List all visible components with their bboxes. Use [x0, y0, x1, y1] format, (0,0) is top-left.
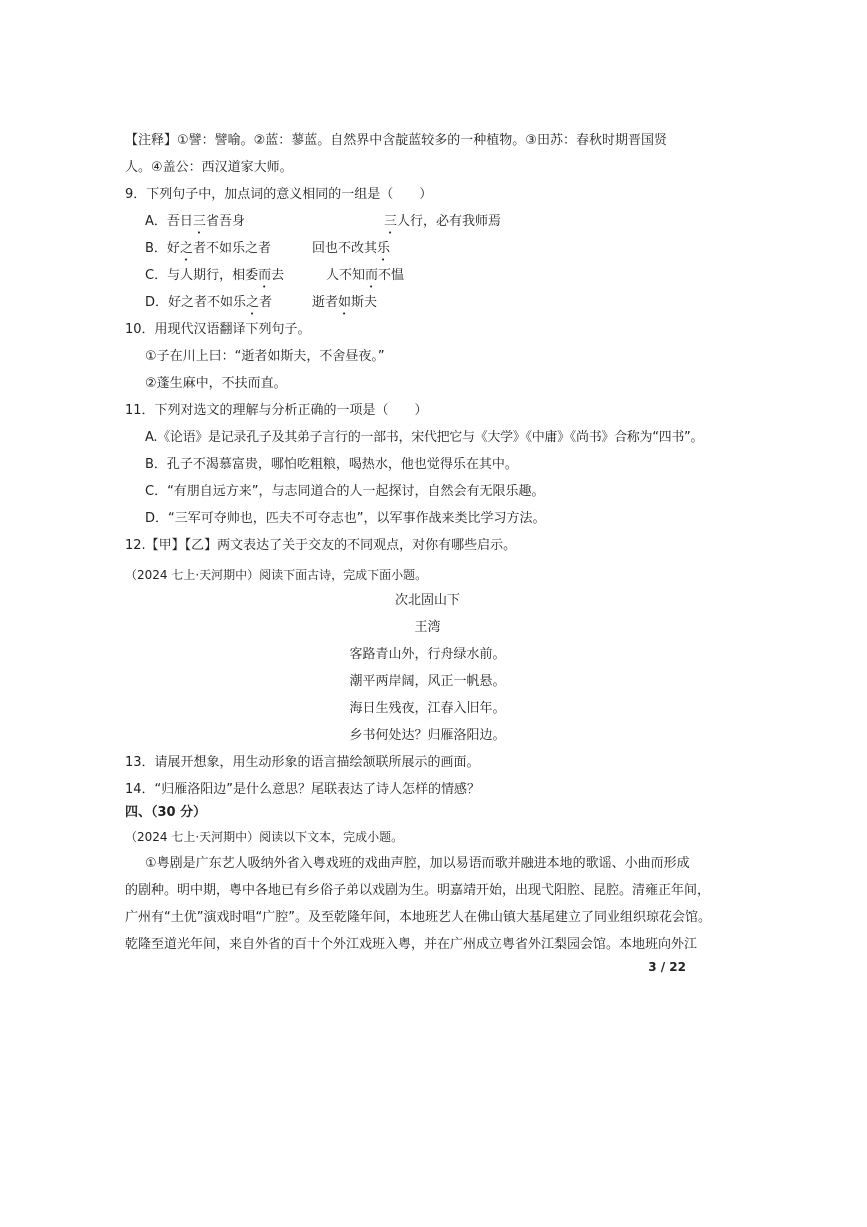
- q9-stem: 9．下列句子中，加点词的意义相同的一组是（ ）: [125, 187, 433, 202]
- q10-sentence-2: ②蓬生麻中，不扶而直。: [145, 376, 287, 391]
- poem-line-2: 潮平两岸阔，风正一帆悬。: [349, 674, 506, 689]
- dotted-word: 乐: [377, 241, 391, 256]
- option-left-sentence: 与人期行，相委而去: [167, 268, 285, 283]
- q14-stem: 14．“归雁洛阳边”是什么意思？尾联表达了诗人怎样的情感？: [125, 782, 481, 797]
- q9-option-d: [145, 294, 272, 318]
- poem-line-4: 乡书何处达？归雁洛阳边。: [349, 728, 506, 743]
- note-line-1: 【注释】①譬：譬喻。②蓝：蓼蓝。自然界中含靛蓝较多的一种植物。③田苏：春秋时期晋国贤: [125, 133, 667, 148]
- section-4-source: （2024 七上·天河期中）阅读以下文本，完成小题。: [125, 830, 404, 844]
- passage-line-1: ①粤剧是广东艺人吸纳外省入粤戏班的戏曲声腔，加以易语而歌并融进本地的歌谣、小曲而形成: [145, 856, 690, 871]
- poem-title: 次北固山下: [394, 593, 460, 608]
- q11-option-b: B．孔子不渴慕富贵，哪怕吃粗粮，喝热水，他也觉得乐在其中。: [145, 457, 518, 472]
- passage-line-3: 广州有“土优”演戏时唱“广腔”。及至乾隆年间，本地班艺人在佛山镇大基尾建立了同业组织琼花会馆。: [125, 910, 711, 925]
- q10-stem: 10．用现代汉语翻译下列句子。: [125, 322, 311, 337]
- poem-source: （2024 七上·天河期中）阅读下面古诗，完成下面小题。: [125, 568, 428, 582]
- dotted-word: 如: [338, 295, 352, 310]
- option-label: D．: [145, 295, 169, 310]
- option-left-sentence: 吾日三省吾身: [166, 214, 245, 229]
- dotted-word: 而: [365, 268, 379, 283]
- option-label: C．: [145, 268, 168, 283]
- option-left-sentence: 好之者不如乐之者: [168, 295, 273, 310]
- option-right-sentence: 回也不改其乐: [312, 241, 391, 256]
- option-left-sentence: 好之者不如乐之者: [166, 241, 271, 256]
- q9-option-c: [145, 267, 284, 291]
- dotted-word: 而: [258, 268, 272, 283]
- q11-stem: 11．下列对选文的理解与分析正确的一项是（ ）: [125, 403, 428, 418]
- option-label: B．: [145, 241, 167, 256]
- option-right-sentence: 三人行，必有我师焉: [384, 214, 502, 229]
- section-4-heading: 四、（30 分）: [125, 805, 207, 820]
- option-label: A．: [145, 214, 167, 229]
- passage-line-2: 的剧种。明中期，粤中各地已有乡俗子弟以戏剧为生。明嘉靖开始，出现弋阳腔、昆腔。清雍正年间，: [125, 883, 711, 898]
- dotted-word: 三: [384, 214, 398, 229]
- option-right-sentence: 逝者如斯夫: [312, 295, 378, 310]
- poem-author: 王湾: [414, 620, 441, 635]
- q11-option-d: D．“三军可夺帅也，匹夫不可夺志也”，以军事作战来类比学习方法。: [145, 511, 546, 526]
- q9-option-b: [145, 240, 271, 264]
- q11-option-c: C．“有朋自远方来”，与志同道合的人一起探讨，自然会有无限乐趣。: [145, 484, 545, 499]
- q10-sentence-1: ①子在川上曰：“逝者如斯夫，不舍昼夜。”: [145, 349, 385, 364]
- option-right-sentence: 人不知而不愠: [326, 268, 405, 283]
- page-number: 3 / 22: [648, 960, 686, 974]
- poem-line-1: 客路青山外，行舟绿水前。: [349, 647, 506, 662]
- passage-line-4: 乾隆至道光年间，来自外省的百十个外江戏班入粤，并在广州成立粤省外江梨园会馆。本地班向外江: [125, 937, 698, 952]
- dotted-word: 三: [192, 214, 206, 229]
- q9-option-a: [145, 213, 245, 237]
- q11-option-a: A.《论语》是记录孔子及其弟子言行的一部书，宋代把它与《大学》《中庸》《尚书》合称为“四书”。: [145, 430, 704, 445]
- note-line-2: 人。④盖公：西汉道家大师。: [125, 160, 293, 175]
- dotted-word: 之: [246, 295, 260, 310]
- q13-stem: 13．请展开想象，用生动形象的语言描绘颔联所展示的画面。: [125, 755, 480, 770]
- q12-stem: 12.【甲】【乙】两文表达了关于交友的不同观点，对你有哪些启示。: [125, 538, 517, 553]
- dotted-word: 之: [179, 241, 193, 256]
- poem-line-3: 海日生残夜，江春入旧年。: [349, 701, 506, 716]
